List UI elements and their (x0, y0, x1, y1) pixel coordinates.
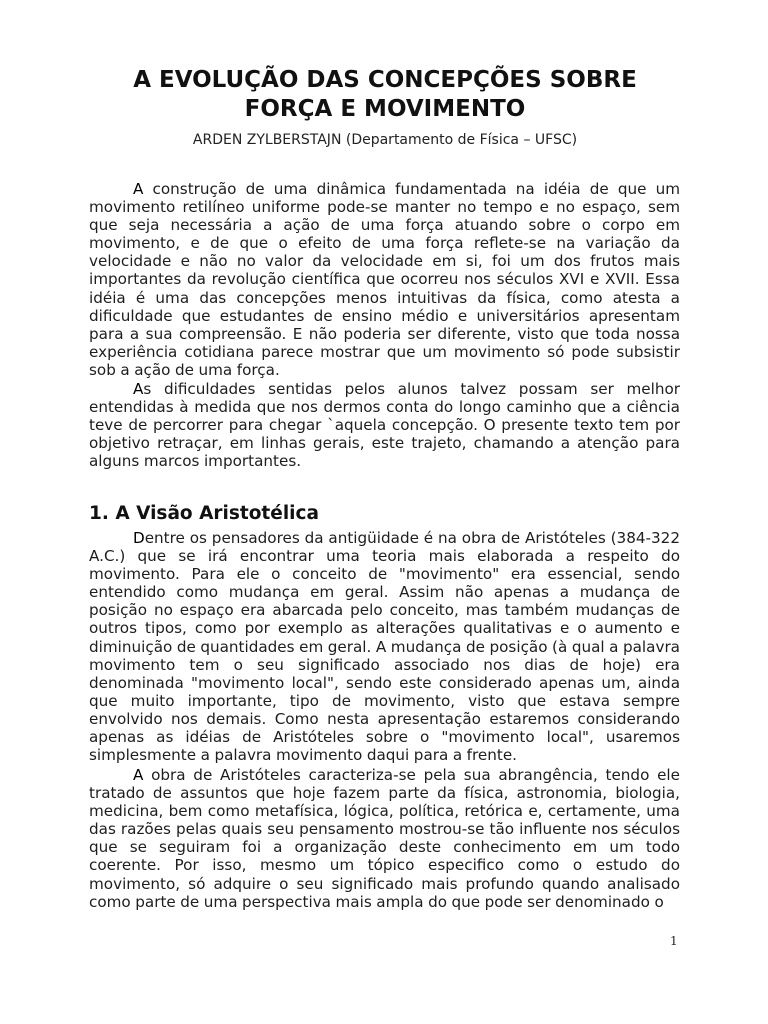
document-title (90, 66, 680, 124)
title-line-2: FORÇA E MOVIMENTO (244, 96, 526, 122)
drop-initial: A (133, 380, 144, 398)
drop-initial: D (133, 529, 145, 547)
page-number: 1 (670, 934, 678, 948)
title-line-1: A EVOLUÇÃO DAS CONCEPÇÕES SOBRE (133, 67, 637, 93)
section-heading: 1. A Visão Aristotélica (89, 503, 319, 524)
author-line: ARDEN ZYLBERSTAJN (Departamento de Física – UFSC) (192, 132, 578, 148)
paragraph-text: construção de uma dinâmica fundamentada na idéia de que um movimento retilíneo uniforme pode-se manter no tempo e no espaço, sem que seja necessária a ação de uma força atuando sobre o corpo em movimento, e de que o efeito de uma força reflete-se na variação da velocidade e não no valor da velocidade em si, foi um dos frutos mais importantes da revolução científica que ocorreu nos séculos XVI e XVII. Essa idéia é uma das concepções menos intuitivas da física, como atesta a dificuldade que estudantes de ensino médio e universitários apresentam para a sua compreensão. E não poderia ser diferente, visto que toda nossa experiência cotidiana parece mostrar que um movimento só pode subsistir sob a ação de uma força. (89, 180, 680, 379)
drop-initial: A (133, 180, 144, 198)
paragraph-text: obra de Aristóteles caracteriza-se pela sua abrangência, tendo ele tratado de assuntos que hoje fazem parte da física, astronomia, biologia, medicina, bem como metafísica, lógica, política, retórica e, certamente, uma das razões pelas quais seu pensamento mostrou-se tão influente nos séculos que se seguiram foi a organização deste conhecimento em um todo coerente. Por isso, mesmo um tópico especifico como o estudo do movimento, só adquire o seu significado mais profundo quando analisado como parte de uma perspectiva mais ampla do que pode ser denominado o (89, 766, 680, 911)
section-paragraph-1 (89, 529, 680, 764)
section-paragraph-2 (89, 766, 680, 911)
paragraph-text: s dificuldades sentidas pelos alunos talvez possam ser melhor entendidas à medida que nos dermos conta do longo caminho que a ciência teve de percorrer para chegar `aquela concepção. O presente texto tem por objetivo retraçar, em linhas gerais, este trajeto, chamando a atenção para alguns marcos importantes. (89, 380, 680, 471)
paragraph-text: entre os pensadores da antigüidade é na obra de Aristóteles (384-322 A.C.) que se irá encontrar uma teoria mais elaborada a respeito do movimento. Para ele o conceito de "movimento" era essencial, sendo entendido como mudança em geral. Assim não apenas a mudança de posição no espaço era abarcada pelo conceito, mas também mudanças de outros tipos, como por exemplo as alterações qualitativas e o aumento e diminuição de quantidades em geral. A mudança de posição (à qual a palavra movimento tem o seu significado associado nos dias de hoje) era denominada "movimento local", sendo este considerado apenas um, ainda que muito importante, tipo de movimento, visto que estava sempre envolvido nos demais. Como nesta apresentação estaremos considerando apenas as idéias de Aristóteles sobre o "movimento local", usaremos simplesmente a palavra movimento daqui para a frente. (89, 529, 680, 765)
intro-paragraph-1 (89, 180, 680, 379)
intro-paragraph-2 (89, 380, 680, 470)
drop-initial: A (133, 766, 144, 784)
